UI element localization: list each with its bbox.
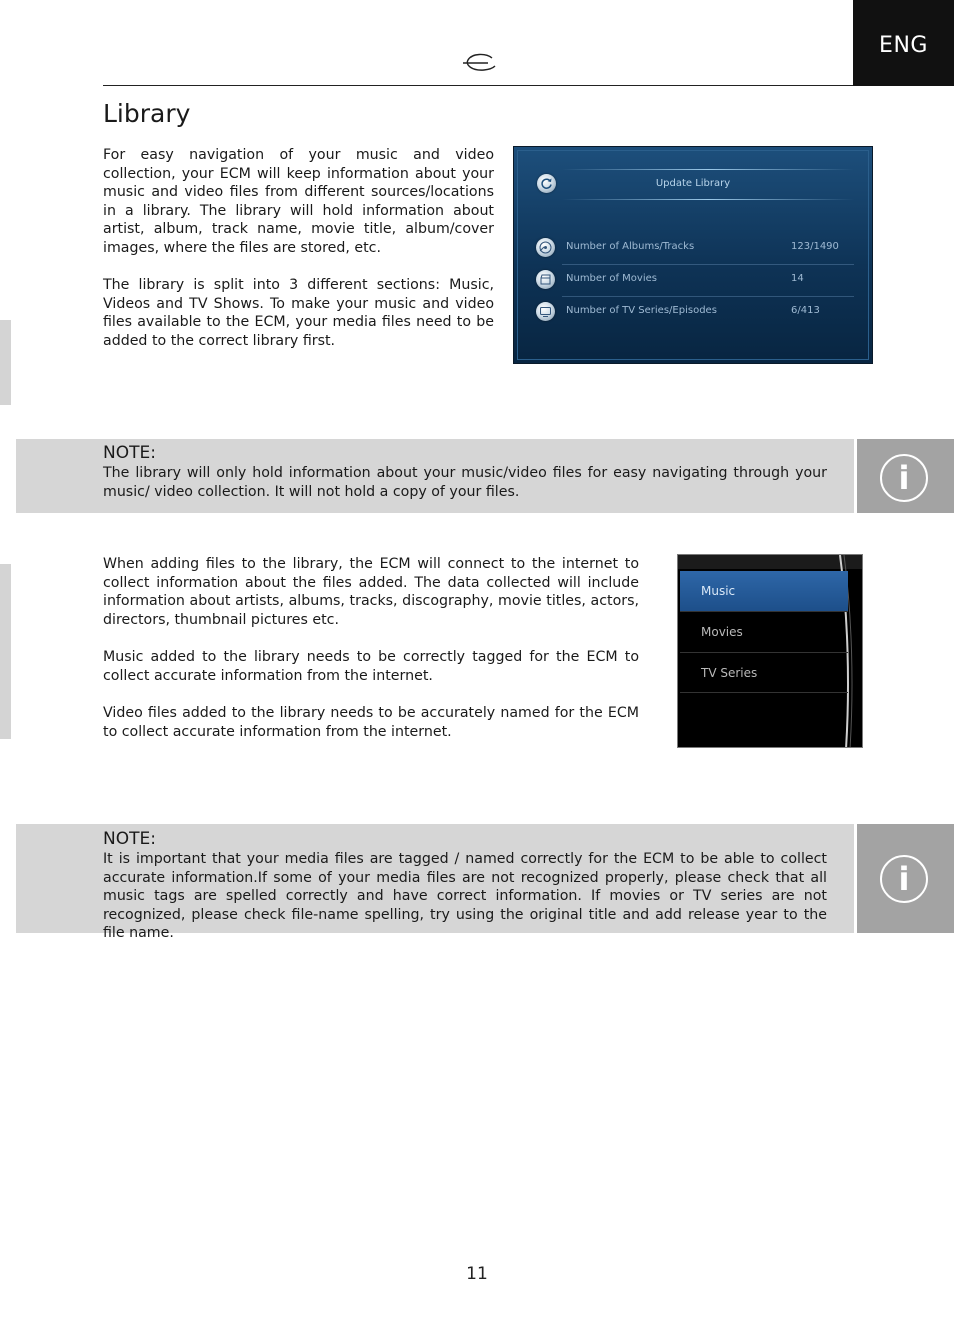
side-marker: [0, 320, 11, 405]
side-marker: [0, 564, 11, 739]
menu-item-movies: [680, 612, 848, 652]
library-row-value: 6/413: [791, 305, 820, 316]
language-label: ENG: [879, 33, 928, 58]
note-heading: NOTE:: [103, 829, 156, 849]
adding-paragraph-1: When adding files to the library, the ECM will connect to the internet to collect information about the files added. The data collected will include information about artists, albums, tracks, discography, movie titles, actors, directors, thumbnail pictures etc.: [103, 556, 639, 628]
note-box: [16, 439, 854, 513]
info-icon: i: [880, 454, 928, 502]
library-row-albums: [532, 233, 854, 265]
note-icon-panel: [857, 824, 954, 933]
menu-item-tv-series: [680, 653, 848, 693]
library-row-value: 123/1490: [791, 241, 839, 252]
language-tab: [853, 0, 954, 86]
library-row-tv-series: [532, 297, 854, 329]
intro-paragraph-2: The library is split into 3 different sections: Music, Videos and TV Shows. To make your music and video files available to the ECM, your media files need to be added to the correct library first.: [103, 277, 494, 349]
header-rule: [103, 85, 853, 86]
library-row-label: Number of Movies: [566, 273, 657, 284]
menu-item-label: Movies: [701, 625, 743, 639]
library-row-label: Number of Albums/Tracks: [566, 241, 695, 252]
library-row-movies: [532, 265, 854, 297]
adding-paragraph-2: Music added to the library needs to be correctly tagged for the ECM to collect accurate information from the internet.: [103, 649, 639, 684]
note-box: [16, 824, 854, 942]
menu-item-label: Music: [701, 584, 736, 598]
update-library-screenshot: [513, 146, 873, 364]
adding-paragraph-3: Video files added to the library needs to be accurately named for the ECM to collect accurate information from the internet.: [103, 705, 639, 740]
clapperboard-icon: [536, 270, 555, 289]
library-row-label: Number of TV Series/Episodes: [566, 305, 717, 316]
update-library-title: Update Library: [655, 178, 731, 189]
note-heading: NOTE:: [103, 443, 156, 463]
library-row-value: 14: [791, 273, 804, 284]
music-disc-icon: [536, 238, 555, 257]
page-title: Library: [103, 99, 191, 128]
menu-item-music: [680, 571, 848, 611]
note-text: It is important that your media files are tagged / named correctly for the ECM to be able to collect accurate information.If some of your media files are not recognized properly, please check that all music tags are spelled correctly and have correct information. If movies or TV series are not recognized, please check file-name spelling, try using the original title and add release year to the file name.: [103, 851, 827, 942]
intro-paragraph-1: For easy navigation of your music and video collection, your ECM will keep information about your music and video files from different sources/locations in a library. The library will hold information about artist, album, track name, movie title, album/cover images, where the files are stored, etc.: [103, 147, 494, 256]
tv-icon: [536, 302, 555, 321]
info-icon: i: [880, 855, 928, 903]
page-number: 11: [466, 1264, 488, 1284]
menu-item-label: TV Series: [701, 666, 758, 680]
library-menu-screenshot: [677, 554, 863, 748]
note-icon-panel: [857, 439, 954, 513]
brand-logo: [462, 52, 498, 74]
note-text: The library will only hold information about your music/video files for easy navigating through your music/ video collection. It will not hold a copy of your files.: [103, 465, 827, 500]
